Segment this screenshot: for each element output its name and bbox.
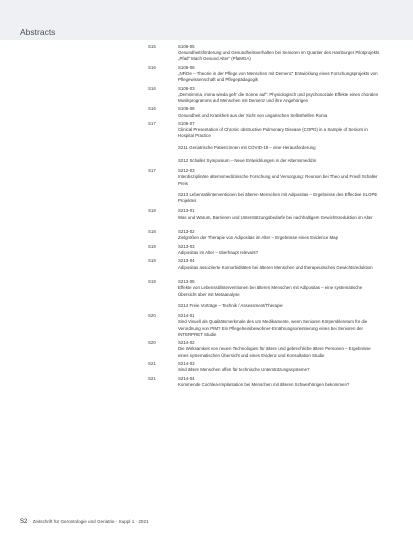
section-heading: S214 Freie Vorträge – Technik / Assessment/Therapie bbox=[178, 303, 283, 308]
entry-code: S214-04 bbox=[178, 375, 195, 381]
list-item bbox=[178, 313, 380, 338]
entry-title: „Demnimma, imma wieda geh’ die Sonne auf“: Physiologisch und psychosoziale Effekte eines choralen Musikprogramms auf Menschen mit Demenz und ihre Angehörigen bbox=[178, 91, 379, 103]
entry-title: Adipositas assoziierte Komorbiditäten bei älteren Menschen und therapeutisches Gewichtsreduktion bbox=[178, 264, 373, 270]
entry-title: Kommende Cochlea-Implantation bei Menschen mit älteren Schwerhörigen bekommen? bbox=[178, 381, 350, 387]
entry-code: S106-03 bbox=[178, 85, 195, 91]
entry-code: S213-02 bbox=[178, 229, 195, 235]
entry-title: Die Wirksamkeit von neuen Technologien für ältere und gebrechliche ältere Personen – Ergebnisse eines systematischen Übersicht und eines Evidenz und Konsultation Studie bbox=[178, 346, 371, 358]
section-heading: S213 Lebensstilinterventionen bei älteren Menschen mit Adipositas – Ergebnisse des Effective SLOPE Projektes bbox=[178, 192, 378, 204]
page-header-title: Abstracts bbox=[20, 27, 56, 37]
entry-code: S213-04 bbox=[178, 258, 195, 264]
entry-code: S214-03 bbox=[178, 361, 195, 366]
list-item bbox=[178, 168, 380, 187]
entry-title: Gesundheitsförderung und Gesundheitsverhalten bei Senioren im Quartier des Hamburger Pilotprojekts „Pfad“ Mach Gesund Alter“ (PfaMGA) bbox=[178, 50, 380, 62]
list-item bbox=[178, 65, 380, 84]
entry-title: Interdisziplinäre alternsmedizinische Forschung und Versorgung: Reunion bei Theo und Friedl Schaller Preis bbox=[178, 174, 378, 186]
list-item bbox=[178, 44, 380, 63]
entry-page-number: S20 bbox=[148, 340, 156, 346]
entry-page-number: S21 bbox=[148, 361, 156, 366]
entry-code: S213-03 bbox=[178, 243, 195, 249]
page-footer bbox=[20, 519, 400, 525]
entry-title: Clinical Presentation of Chronic obstructive Pulmonary Disease (COPD) in a Sample of Seniors in Hospital Practice bbox=[178, 127, 368, 139]
entry-page-number: S16 bbox=[148, 106, 156, 112]
list-item bbox=[178, 258, 380, 270]
entry-code: S214-02 bbox=[178, 340, 195, 346]
entry-page-number: S17 bbox=[148, 168, 156, 174]
list-item bbox=[178, 86, 380, 105]
entry-title: Sind Visuell als Qualitätsmerkmale des um Medikamente, wenn Senioren Körperskleretum für die Verordnung von PIM? Ein Pflegeheimbewohner-Ernährungsorientierung eines bei Senioren der INTERPRET Studie bbox=[178, 319, 368, 337]
entry-code: S213-05 bbox=[178, 279, 195, 285]
list-item bbox=[178, 376, 380, 388]
entry-page-number: S19 bbox=[148, 279, 156, 285]
entry-code: S212-03 bbox=[178, 168, 195, 174]
entry-page-number: S18 bbox=[148, 208, 156, 214]
entry-title: Gesundheit und Krankheit aus der Sicht von ungarischen Selbsthelfen Roma bbox=[178, 112, 328, 118]
entry-code: S213-01 bbox=[178, 208, 195, 214]
entry-page-number: S20 bbox=[148, 313, 156, 319]
entry-page-number: S18 bbox=[148, 229, 156, 235]
entry-page-number: S15 bbox=[148, 44, 156, 49]
footer-journal: Zeitschrift für Gerontologie und Geriatrie · Suppl 1 · 2021 bbox=[32, 519, 149, 524]
section-heading: S212 Schaller Symposium – Neue Entwicklungen in der Alternsmedizin bbox=[178, 158, 317, 163]
list-item bbox=[178, 361, 380, 373]
list-item bbox=[178, 244, 380, 256]
footer-page-number: S2 bbox=[20, 519, 28, 525]
section-heading: S211 Geriatrische Patient:innen mit COVID-19 – eine Herausforderung bbox=[178, 144, 316, 150]
entry-title: Adipositas im Alter – überhaupt relevant? bbox=[178, 250, 259, 255]
entry-title: „NFiDe – Theorie in der Pflege von Menschen mit Demenz“ Entwicklung eines Forschungsprojekts von Pflegewissenschaft und Pflegepädagogik bbox=[178, 71, 378, 83]
entry-page-number: S19 bbox=[148, 243, 156, 249]
entry-code: S106-05 bbox=[178, 44, 195, 49]
entry-code: S106-08 bbox=[178, 106, 195, 112]
list-item bbox=[178, 208, 380, 220]
list-item bbox=[178, 340, 380, 359]
entry-page-number: S21 bbox=[148, 375, 156, 381]
list-item bbox=[178, 229, 380, 241]
entry-page-number: S17 bbox=[148, 121, 156, 126]
entry-title: Zielgrößen der Therapie von Adipositas im Alter – Ergebnisse eines Evidence Map bbox=[178, 235, 339, 241]
entry-code: S106-06 bbox=[178, 64, 195, 70]
entry-title: Effekte von Lebensstilinterventionen bei älteren Menschen mit Adipositas – eine systematische Übersicht über mit Metaanalyse bbox=[178, 285, 363, 297]
entry-title: Was und Warum, Barrieren und Unterstützungsbedarfe bei nachhaltigem Gewichtsreduktion im Alter bbox=[178, 214, 373, 220]
entry-page-number: S19 bbox=[148, 258, 156, 264]
entry-code: S214-01 bbox=[178, 313, 195, 319]
entry-title: Sind ältere Menschen offen für technische Unterstützungssysteme? bbox=[178, 367, 310, 373]
list-item bbox=[178, 279, 380, 298]
entry-code: S106-07 bbox=[178, 121, 195, 126]
list-item bbox=[178, 106, 380, 118]
entry-page-number: S16 bbox=[148, 85, 156, 91]
entry-page-number: S16 bbox=[148, 64, 156, 70]
list-item bbox=[178, 121, 380, 140]
